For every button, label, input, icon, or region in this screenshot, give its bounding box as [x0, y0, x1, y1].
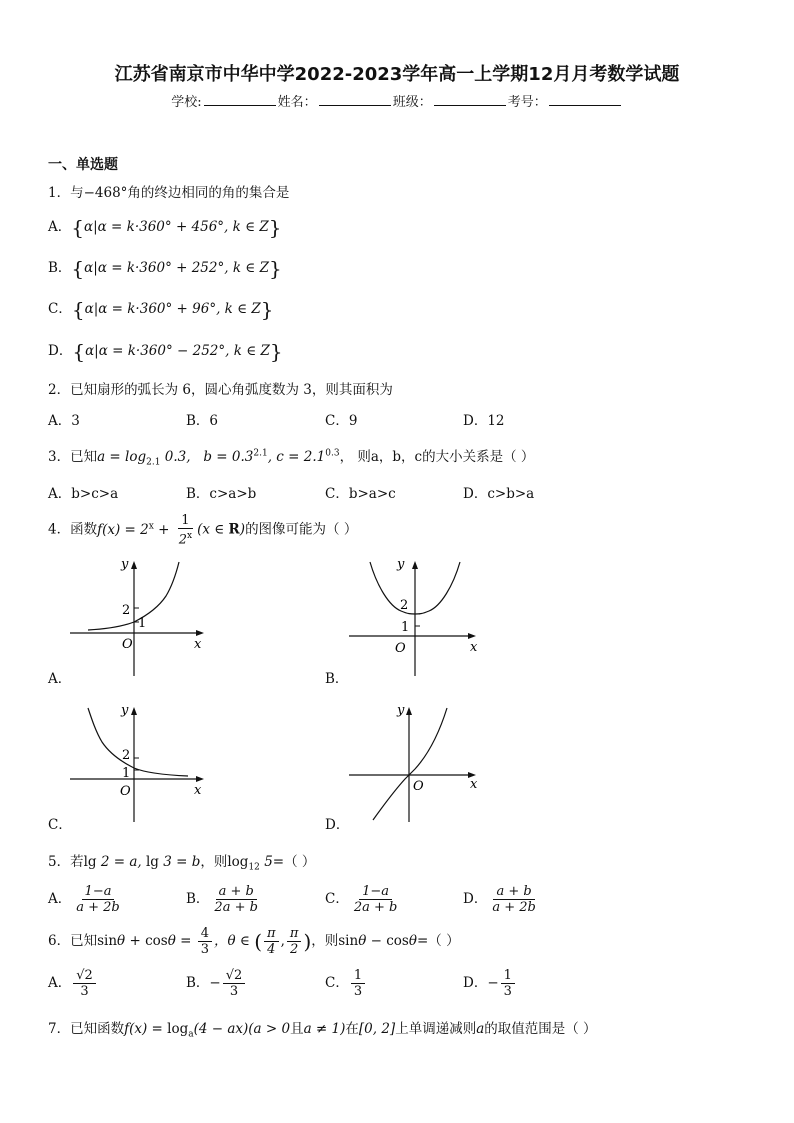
stem-text: 在	[345, 1021, 359, 1037]
stem-text: 4．函数	[48, 521, 98, 538]
x-label: x	[194, 783, 202, 798]
q3-option-c[interactable]: C．b>a>c	[325, 486, 396, 502]
curve	[88, 708, 188, 776]
q3-option-b[interactable]: B．c>a>b	[186, 486, 257, 502]
tick-label-1: 1	[401, 620, 410, 635]
x-arrow-icon	[196, 630, 204, 636]
origin-label: O	[122, 637, 133, 652]
q5-option-c[interactable]: C． $\frac{1-a}{2a + b}$	[325, 884, 398, 915]
stem-text: 的图像可能为（ ）	[245, 521, 358, 538]
question-3-stem	[48, 445, 534, 468]
origin-label: O	[395, 641, 406, 656]
question-7-stem	[48, 1017, 597, 1040]
tick-label-2: 2	[400, 598, 409, 613]
student-info-line	[0, 91, 794, 110]
option-label: C．	[325, 975, 349, 991]
q4-option-b[interactable]: B．	[325, 671, 349, 687]
page-title: 江苏省南京市中华中学2022-2023学年高一上学期12月月考数学试题	[114, 64, 680, 85]
question-4-stem	[48, 513, 357, 547]
school-label: 学校:	[171, 95, 202, 110]
q1-option-d[interactable]: D．{α|α = k·360° − 252°, k ∈ Z}	[48, 339, 283, 364]
tick-label-1: 1	[122, 766, 131, 781]
q2-option-c[interactable]: C．9	[325, 413, 358, 429]
option-label: B．	[186, 891, 210, 907]
y-arrow-icon	[406, 707, 412, 715]
stem-text: 的取值范围是（ ）	[484, 1021, 597, 1037]
q7-interval: [0, 2]	[358, 1021, 396, 1037]
q6-option-d[interactable]: D．− $\frac{1}{3}$	[463, 968, 517, 999]
q4-expression: $f(x) = 2^x$ +	[97, 521, 174, 538]
class-blank[interactable]	[434, 93, 506, 106]
x-arrow-icon	[468, 633, 476, 639]
x-arrow-icon	[196, 776, 204, 782]
q6-condition: sinθ + cosθ =	[97, 933, 196, 949]
q5-option-d[interactable]: D． $\frac{a + b}{a + 2b}$	[463, 884, 536, 915]
q7-function: $f(x) = \log_a(4 - ax)(a > 0$且a ≠ 1)	[124, 1021, 346, 1040]
option-label: C．	[325, 891, 349, 907]
question-2-stem: 2．已知扇形的弧长为 6，圆心角弧度数为 3，则其面积为	[48, 382, 393, 398]
x-label: x	[470, 640, 478, 655]
y-arrow-icon	[131, 707, 137, 715]
q2-option-d[interactable]: D．12	[463, 413, 505, 429]
q5-option-b[interactable]: B． $\frac{a + b}{2a + b}$	[186, 884, 258, 915]
y-arrow-icon	[131, 561, 137, 569]
question-5-stem	[48, 850, 315, 873]
class-label: 班级：	[392, 95, 432, 110]
q4-graph-a[interactable]	[66, 556, 211, 681]
option-expression: α|α = k·360° − 252°, k ∈ Z	[85, 343, 270, 359]
q5-option-a[interactable]: A． $\frac{1-a}{a + 2b}$	[48, 884, 120, 915]
stem-text: 上单调递减则	[395, 1021, 477, 1037]
number-blank[interactable]	[549, 93, 621, 106]
option-label: B．	[48, 260, 72, 276]
fraction: $\frac{1}{2^x}$	[178, 513, 193, 548]
name-label: 姓名：	[277, 95, 317, 110]
q3-option-d[interactable]: D．c>b>a	[463, 486, 535, 502]
q4-option-c[interactable]: C．	[48, 817, 72, 833]
name-blank[interactable]	[319, 93, 391, 106]
y-label: y	[121, 703, 129, 718]
origin-label: O	[120, 784, 131, 799]
q4-option-a[interactable]: A．	[48, 671, 72, 687]
q5-condition: lg 2 = a, lg 3 = b	[83, 854, 201, 870]
tick-label-2: 2	[122, 603, 131, 618]
option-label: D．	[48, 343, 73, 359]
question-6-stem: 6．已知sinθ + cosθ = $\frac{4}{3}$ ，θ ∈ ( $\frac{\pi}{4}$ , $\frac{\pi}{2}$ )，则sinθ − cosθ=（ ）	[48, 926, 460, 957]
q1-option-a[interactable]: A．{α|α = k·360° + 456°, k ∈ Z}	[48, 215, 282, 240]
stem-text: 6．已知	[48, 933, 98, 949]
q2-option-a[interactable]: A．3	[48, 413, 80, 429]
y-label: y	[121, 557, 129, 572]
y-label: y	[397, 557, 405, 572]
q6-option-b[interactable]: B．− $\frac{√2}{3}$	[186, 968, 247, 999]
option-expression: α|α = k·360° + 456°, k ∈ Z	[83, 219, 269, 235]
tick-label-1: 1	[138, 616, 147, 631]
stem-text: 7．已知函数	[48, 1021, 125, 1037]
option-expression: α|α = k·360° + 252°, k ∈ Z	[84, 260, 269, 276]
origin-label: O	[413, 779, 424, 794]
question-1-stem: 1．与−468°角的终边相同的角的集合是	[48, 185, 290, 201]
option-label: C．	[48, 301, 72, 317]
x-label: x	[194, 637, 202, 652]
q3-option-a[interactable]: A．b>c>a	[48, 486, 119, 502]
q1-option-c[interactable]: C．{α|α = k·360° + 96°, k ∈ Z}	[48, 297, 274, 322]
option-label: B．	[186, 975, 210, 991]
stem-text: ， 则a，b，c的大小关系是（ ）	[339, 449, 535, 465]
y-arrow-icon	[412, 561, 418, 569]
stem-text: =（ ）	[417, 933, 460, 949]
option-expression: α|α = k·360° + 96°, k ∈ Z	[84, 301, 261, 317]
stem-text: =（ ）	[272, 854, 316, 870]
x-label: x	[470, 777, 478, 792]
curve	[373, 708, 447, 820]
y-label: y	[397, 703, 405, 718]
option-label: D．	[463, 891, 488, 907]
number-label: 考号：	[507, 95, 547, 110]
q6-option-a[interactable]: A． $\frac{√2}{3}$	[48, 968, 98, 999]
q7-var: a	[476, 1021, 485, 1037]
domain-expr: (x ∈ R)	[197, 521, 246, 538]
q4-option-d[interactable]: D．	[325, 817, 350, 833]
stem-text: 5．若	[48, 854, 84, 870]
q4-graph-c[interactable]	[66, 702, 211, 827]
stem-text: ，则	[200, 854, 228, 870]
q5-target: $\log_{12} 5$	[227, 854, 273, 873]
stem-text: 3．已知	[48, 449, 98, 465]
q3-expression: $a = \log_{2.1} 0.3$, $b = 0.3^{2.1}$, $c = 2.1^{0.3}$	[97, 448, 340, 468]
q4-graph-b[interactable]	[345, 556, 490, 681]
tick-label-2: 2	[122, 748, 131, 763]
option-label: A．	[48, 975, 72, 991]
q4-graph-d[interactable]	[345, 702, 490, 827]
q6-option-c[interactable]: C． $\frac{1}{3}$	[325, 968, 367, 999]
stem-text: ，则	[311, 933, 339, 949]
option-label: D．	[463, 975, 488, 991]
school-blank[interactable]	[204, 93, 276, 106]
option-label: A．	[48, 891, 72, 907]
q6-target: sinθ − cosθ	[338, 933, 417, 949]
option-label: A．	[48, 219, 72, 235]
q1-option-b[interactable]: B．{α|α = k·360° + 252°, k ∈ Z}	[48, 256, 282, 281]
q2-option-b[interactable]: B．6	[186, 413, 219, 429]
section-heading: 一、单选题	[48, 157, 118, 173]
